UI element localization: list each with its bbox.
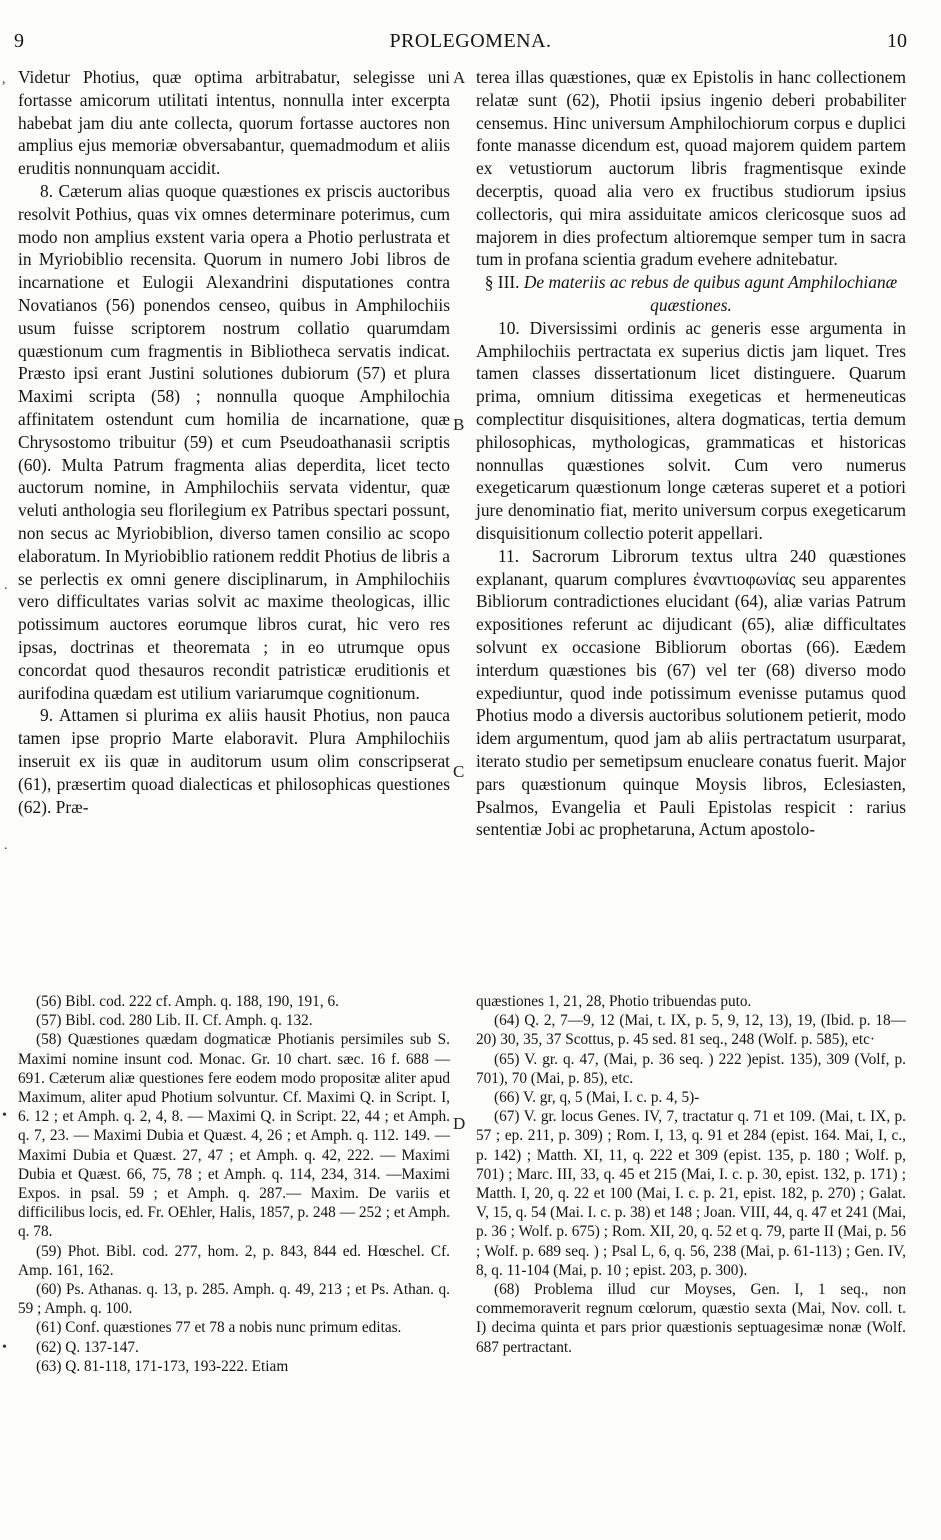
footnote-68: (68) Problema illud cur Moyses, Gen. I, 1 seq., non commemoraverit regnum cœlorum, quæstio sexta (Mai, Nov. coll. t. I) decima quinta et pars prior quæstionis septuagesimæ nonæ (Wolf. 687 pertractant. — [476, 1281, 906, 1356]
footnote-59: (59) Phot. Bibl. cod. 277, hom. 2, p. 843, 844 ed. Hœschel. Cf. Amp. 161, 162. — [18, 1242, 450, 1279]
footnote-62: (62) Q. 137-147. — [36, 1338, 139, 1356]
margin-letter-c: C — [453, 762, 465, 781]
footnote-64: (64) Q. 2, 7—9, 12 (Mai, t. IX, p. 5, 9, 12, 13), 19, (Ibid. p. 18—20) 30, 35, 37 Scottus, p. 45 sed. 81 seq., 248 (Wolf. p. 585), etc· — [476, 1012, 906, 1049]
footnote-61: (61) Conf. quæstiones 77 et 78 a nobis nunc primum editas. — [36, 1319, 402, 1337]
margin-letter-a: A — [453, 68, 466, 87]
paragraph-9: 9. Attamen si plurima ex aliis hausit Photius, non pauca tamen ipse proprio Marte elaboravit. Plura Amphilochiis inseruit ex iis quæ in auditorum usum olim conscripserat (61), præsertim quoad dialecticas et philosophicas questiones (62). Præ- — [18, 705, 450, 817]
footnote-63: (63) Q. 81-118, 171-173, 193-222. Etiam — [36, 1357, 289, 1375]
footnote-60: (60) Ps. Athanas. q. 13, p. 285. Amph. q. 49, 213 ; et Ps. Athan. q. 59 ; Amph. q. 100. — [18, 1281, 450, 1318]
margin-tick: . — [4, 578, 8, 593]
main-text-right-column — [476, 66, 906, 841]
page-number-right: 10 — [887, 30, 907, 52]
page-number-left: 9 — [14, 30, 24, 52]
footnote-65: (65) V. gr. q. 47, (Mai, p. 36 seq. ) 222 )epist. 135), 309 (Volf, p. 701), 70 (Mai, p. 85), etc. — [476, 1050, 906, 1087]
footnotes-right-column — [476, 992, 906, 1357]
section-title: De materiis ac rebus de quibus agunt Amphilochianæ quæstiones. — [523, 272, 898, 315]
margin-tick: . — [4, 838, 8, 853]
main-text-left-column — [18, 66, 450, 818]
page-header — [0, 30, 941, 56]
margin-tick: • — [2, 1108, 7, 1123]
footnote-56: (56) Bibl. cod. 222 cf. Amph. q. 188, 190, 191, 6. — [36, 993, 339, 1010]
margin-letter-b: B — [453, 415, 465, 434]
paragraph-continued: Videtur Photius, quæ optima arbitrabatur, selegisse uni fortasse amicorum utilitati intentus, nonnulla inter excerpta habebat jam diu ante collecta, quorum fortasse auctores non amplius ejus memoriæ obversabantur, quemadmodum et aliis eruditis nonnunquam accidit. — [18, 67, 450, 179]
running-title: PROLEGOMENA. — [389, 30, 552, 52]
paragraph-11: 11. Sacrorum Librorum textus ultra 240 quæstiones explanant, quarum complures ἐναντιοφωνίας seu apparentes Bibliorum contradictiones elucidant (64), aliæ varias Patrum expositiones referunt ac dijudicant (65), aliæ difficultates solvunt ex occasione Bibliorum obortas (66). Eædem interdum quæstiones bis (67) vel ter (68) diverso modo expediuntur, quod inde potissimum evenisse putamus quod Photius modo a diversis auctoribus solutionem petierit, modo idem argumentum, quod jam ab aliis pertractatum usurparat, iterato studio per semetipsum enucleare conatus fuerit. Major pars quæstionum quinque Moysis libros, Eclesiasten, Psalmos, Evangelia et Pauli Epistolas respicit : rarius sententiæ Jobi ac prophetaruna, Actum apostolo- — [476, 545, 906, 840]
paragraph-continued: terea illas quæstiones, quæ ex Epistolis in hanc collectionem relatæ sunt (62), Photii ipsius ingenio deberi probabiliter censemus. Hinc universum Amphilochiorum corpus e duplici fonte manasse dicendum est, quoad majorem quidem partem ex vetustiorum auctorum libris fragmentisque exinde decerptis, quoad alia vero ex fructibus studiorum ipsius collectoris, qui mira assiduitate amicos clericosque suos ad majorem in dies profectum altioremque semper tum in sacra tum in profana scientia gradum evehere adnitebatur. — [476, 67, 906, 270]
paragraph-10: 10. Diversissimi ordinis ac generis esse argumenta in Amphilochiis pertractata ex superius dictis jam liquet. Tres tamen classes dissertationum licet distinguere. Quarum prima, omnium ditissima exegeticas et hermeneuticas complectitur disquisitiones, altera dogmaticas, tertia demum philosophicas, mythologicas, grammaticas et historicas nonnullas quæstiones solvit. Cum vero numerus exegeticarum quæstionum longe cæteras superet et a potiori jure denominatio fiat, merito universum corpus exegeticarum disquisitionum collectio poterit appellari. — [476, 317, 906, 543]
footnote-57: (57) Bibl. cod. 280 Lib. II. Cf. Amph. q. 132. — [36, 1012, 313, 1030]
margin-letter-d: D — [453, 1114, 466, 1133]
margin-tick: • — [2, 1340, 7, 1355]
margin-tick: , — [2, 72, 6, 87]
footnotes-left-column — [18, 992, 450, 1376]
footnote-58: (58) Quæstiones quædam dogmaticæ Photianis persimiles sub S. Maximi nomine insunt cod. Monac. Gr. 10 chart. sæc. 16 f. 688 — 691. Cæterum aliæ questiones fere eodem modo propositæ aliter apud Maximum, aliter apud Photium solvuntur. Cf. Maximi Q. in Script. I, 6. 12 ; et Amph. q. 2, 4, 8. — Maximi Q. in Script. 22, 44 ; et Amph. q. 7, 23. — Maximi Dubia et Quæst. 4, 26 ; et Amph. q. 112. 149. — Maximi Dubia et Quæst. 27, 47 ; et Amph. q. 42, 222. — Maximi Dubia et Quæst. 66, 75, 78 ; et Amph. q. 114, 234, 314. —Maximi Expos. in psal. 59 ; et Amph. q. 287.— Maxim. De variis et difficilibus locis, ed. Fr. OEhler, Halis, 1857, p. 248 — 252 ; et Amph. q. 78. — [18, 1031, 450, 1241]
footnote-66: (66) V. gr, q, 5 (Mai, I. c. p. 4, 5)- — [494, 1089, 700, 1107]
section-heading — [476, 271, 906, 317]
paragraph-8: 8. Cæterum alias quoque quæstiones ex priscis auctoribus resolvit Pothius, quas vix omnes determinare poterimus, cum modo non amplius exstent varia opera a Photio perlustrata et in Myriobiblio recensita. Quorum in numero Jobi libros de incarnatione et Eulogii Alexandrini disputationes contra Novatianos (56) ponendos censeo, quibus in Amphilochiis usum fuisse scriptorem nostrum collatio quarumdam quæstionum cum fragmentis in Bibliotheca servatis indicat. Præsto ipsi erant Justini solutiones dubiorum (57) et plura Maximi scripta (58) ; nonnulla quoque Amphilochia affinitatem ostendunt cum homilia de incarnatione, quæ Chrysostomo tribuitur (59) et cum Pseudoathanasii scriptis (60). Multa Patrum fragmenta alias deperdita, licet tecto auctorum nomine, in Amphilochiis servata videntur, quæ veluti anthologia seu florilegium ex Patribus spectari possunt, non secus ac Myriobiblion, diverso tamen consilio ac scopo elaboratum. In Myriobiblio rationem reddit Photius de libris a se perlectis ex omni genere disciplinarum, in Amphilochiis vero difficultates varias solvit ac maxime theologicas, illic potissimum auctores eorumque libros curat, hic vero res ipsas, doctrinas et theoremata ; in eo utrumque opus concordat quod thesauros recondit patristicæ eruditionis et aurifodina quædam est utilium variarumque cognitionum. — [18, 180, 450, 703]
section-mark: § III. — [484, 272, 520, 293]
footnote-67: (67) V. gr. locus Genes. IV, 7, tractatur q. 71 et 109. (Mai, t. IX, p. 57 ; ep. 211, p. 309) ; Rom. I, 13, q. 91 et 284 (epist. 164. Mai, I, c., p. 142) ; Matth. XI, 11, q. 222 et 309 (epist. 135, p. 180 ; Wolf. p, 701) ; Marc. III, 33, q. 45 et 215 (Mai, I. c. p. 30, epist. 132, p. 171) ; Matth. I, 20, q. 22 et 100 (Mai, I. c. p. 21, epist. 182, p. 270) ; Galat. V, 15, q. 54 (Mai. I. c. p. 38) et 148 ; Joan. VIII, 44, q. 47 et 241 (Mai, p. 36 ; Wolf. p. 675) ; Rom. XII, 20, q. 52 et q. 79, parte II (Mai, p. 56 ; Wolf. p. 689 seq. ) ; Psal L, 6, q. 56, 238 (Mai, p. 61-113) ; Gen. IV, 8, q. 11-104 (Mai, p. 10 ; epist. 203, p. 300). — [476, 1108, 906, 1279]
footnote-63-continued: quæstiones 1, 21, 28, Photio tribuendas puto. — [476, 993, 752, 1010]
